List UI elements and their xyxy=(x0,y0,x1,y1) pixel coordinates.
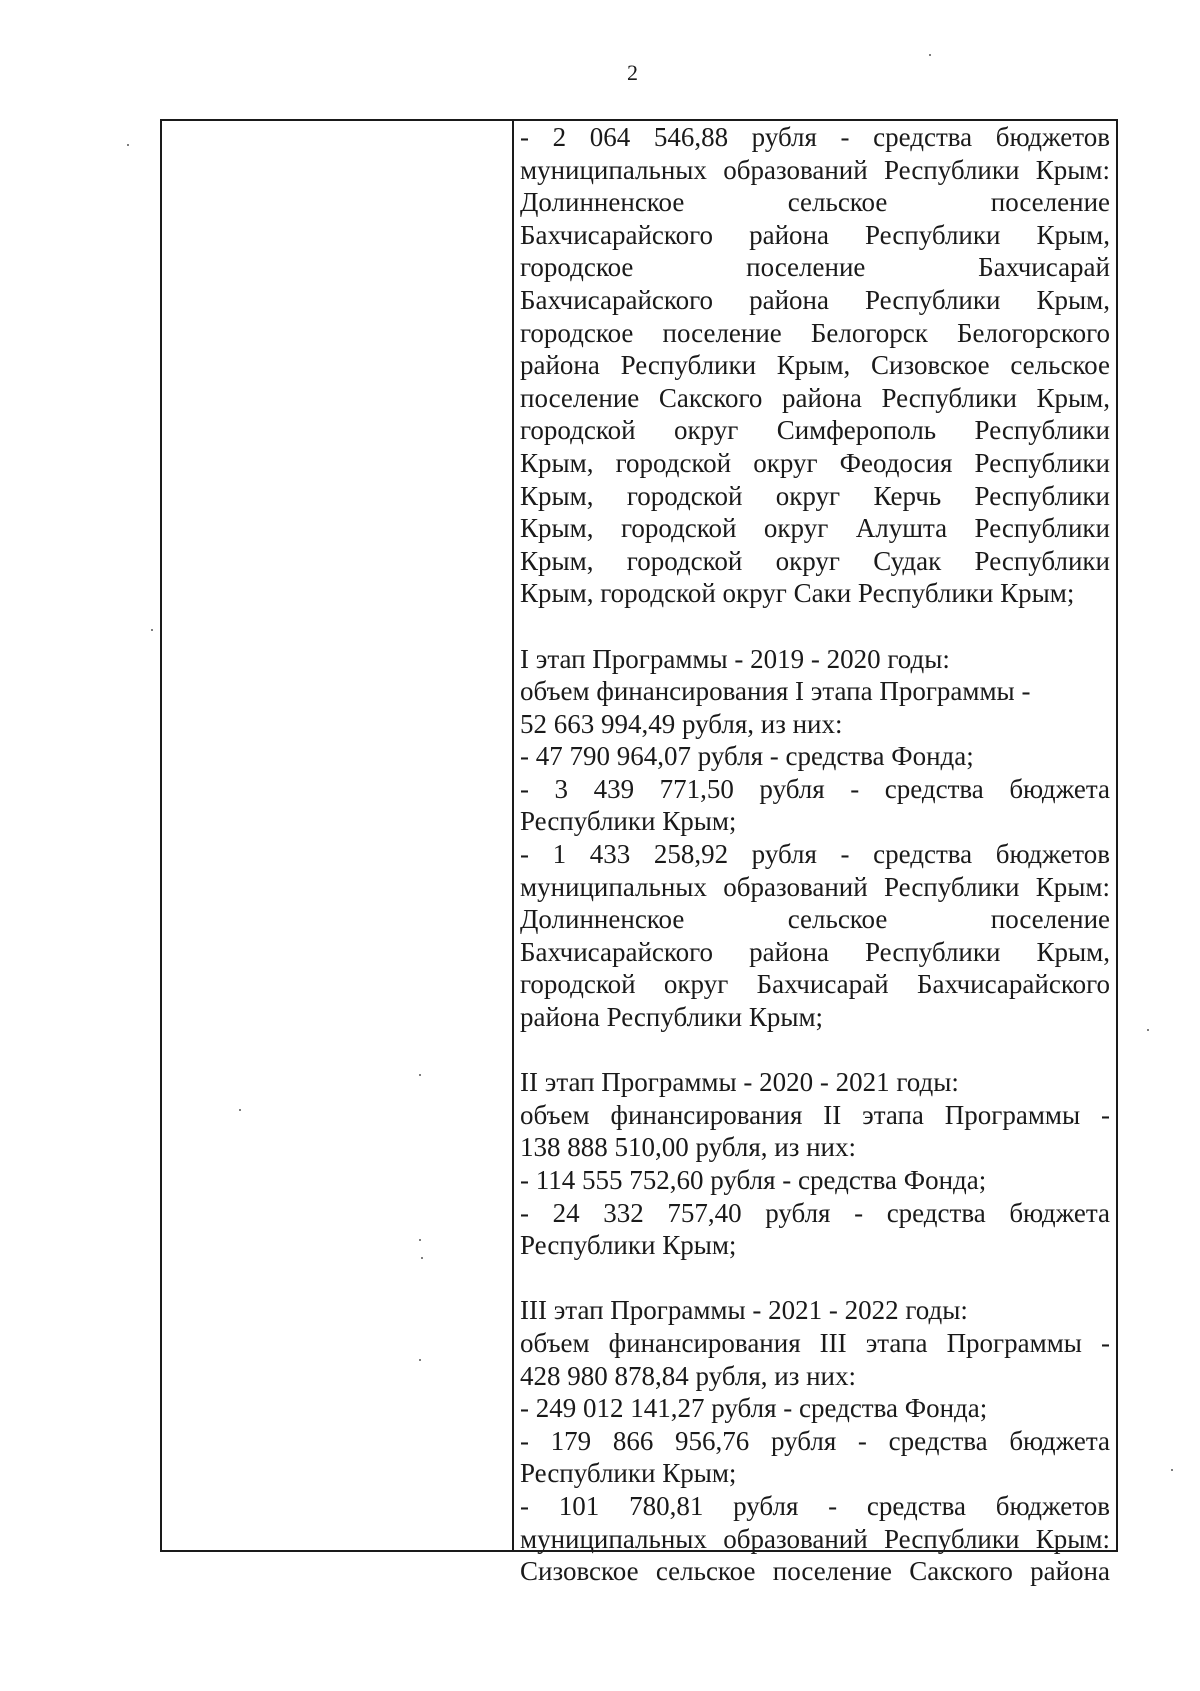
text-line: Долинненское сельское поселение xyxy=(520,904,1110,935)
text-line: Бахчисарайского района Республики Крым, xyxy=(520,284,1110,315)
text-line: муниципальных образований Республики Крым: xyxy=(520,154,1110,185)
text-line: городское поселение Белогорск Белогорского xyxy=(520,317,1110,348)
text-line: района Республики Крым; xyxy=(520,1002,824,1033)
left-table-cell xyxy=(162,121,512,1550)
text-line: городское поселение Бахчисарай xyxy=(520,252,1110,283)
text-line: городской округ Симферополь Республики xyxy=(520,415,1110,446)
block-spacer xyxy=(520,610,1110,643)
text-line: объем финансирования I этапа Программы - xyxy=(520,676,1031,707)
block-spacer xyxy=(520,1262,1110,1295)
text-block xyxy=(520,643,1110,1034)
text-line: Долинненское сельское поселение xyxy=(520,187,1110,218)
text-line: - 249 012 141,27 рубля - средства Фонда; xyxy=(520,1393,988,1424)
page-number: 2 xyxy=(627,60,638,85)
text-line: - 3 439 771,50 рубля - средства бюджета xyxy=(520,773,1110,804)
text-line: Крым, городской округ Алушта Республики xyxy=(520,513,1110,544)
text-line: - 1 433 258,92 рубля - средства бюджетов xyxy=(520,839,1110,870)
text-line: объем финансирования II этапа Программы - xyxy=(520,1099,1110,1130)
text-line: - 47 790 964,07 рубля - средства Фонда; xyxy=(520,741,974,772)
text-line: 428 980 878,84 рубля, из них: xyxy=(520,1360,857,1391)
text-line: Крым, городской округ Феодосия Республики xyxy=(520,447,1110,478)
text-block xyxy=(520,1066,1110,1262)
text-line: - 101 780,81 рубля - средства бюджетов xyxy=(520,1490,1110,1521)
text-block xyxy=(520,1294,1110,1587)
document-table xyxy=(160,119,1118,1587)
text-line: Республики Крым; xyxy=(520,1230,737,1261)
text-line: - 24 332 757,40 рубля - средства бюджета xyxy=(520,1197,1110,1228)
text-line: III этап Программы - 2021 - 2022 годы: xyxy=(520,1295,968,1326)
text-line: - 2 064 546,88 рубля - средства бюджетов xyxy=(520,122,1110,152)
text-line: 52 663 994,49 рубля, из них: xyxy=(520,708,843,739)
text-line: Крым, городской округ Саки Республики Крым; xyxy=(520,578,1075,609)
text-line: - 114 555 752,60 рубля - средства Фонда; xyxy=(520,1165,987,1195)
text-line: Крым, городской округ Керчь Республики xyxy=(520,480,1110,511)
text-line: района Республики Крым, Сизовское сельское xyxy=(520,350,1110,381)
block-spacer xyxy=(520,1034,1110,1067)
text-line: Бахчисарайского района Республики Крым, xyxy=(520,219,1110,250)
text-line: Республики Крым; xyxy=(520,1458,737,1489)
text-line: муниципальных образований Республики Крым: xyxy=(520,871,1110,902)
text-line: поселение Сакского района Республики Крым, xyxy=(520,382,1110,413)
text-line: - 179 866 956,76 рубля - средства бюджета xyxy=(520,1425,1110,1456)
text-line: Республики Крым; xyxy=(520,806,737,837)
text-line: Крым, городской округ Судак Республики xyxy=(520,545,1110,576)
text-line: 138 888 510,00 рубля, из них: xyxy=(520,1132,857,1163)
text-block xyxy=(520,121,1110,610)
text-line: II этап Программы - 2020 - 2021 годы: xyxy=(520,1067,959,1098)
right-table-cell xyxy=(520,121,1110,1587)
text-line: объем финансирования III этапа Программы - xyxy=(520,1327,1110,1358)
text-line: муниципальных образований Республики Крым: xyxy=(520,1523,1110,1554)
text-line: городской округ Бахчисарай Бахчисарайского xyxy=(520,969,1110,1000)
text-line: I этап Программы - 2019 - 2020 годы: xyxy=(520,643,950,674)
text-line: Бахчисарайского района Республики Крым, xyxy=(520,936,1110,967)
column-divider xyxy=(512,121,514,1550)
text-line: Сизовское сельское поселение Сакского района xyxy=(520,1556,1110,1587)
